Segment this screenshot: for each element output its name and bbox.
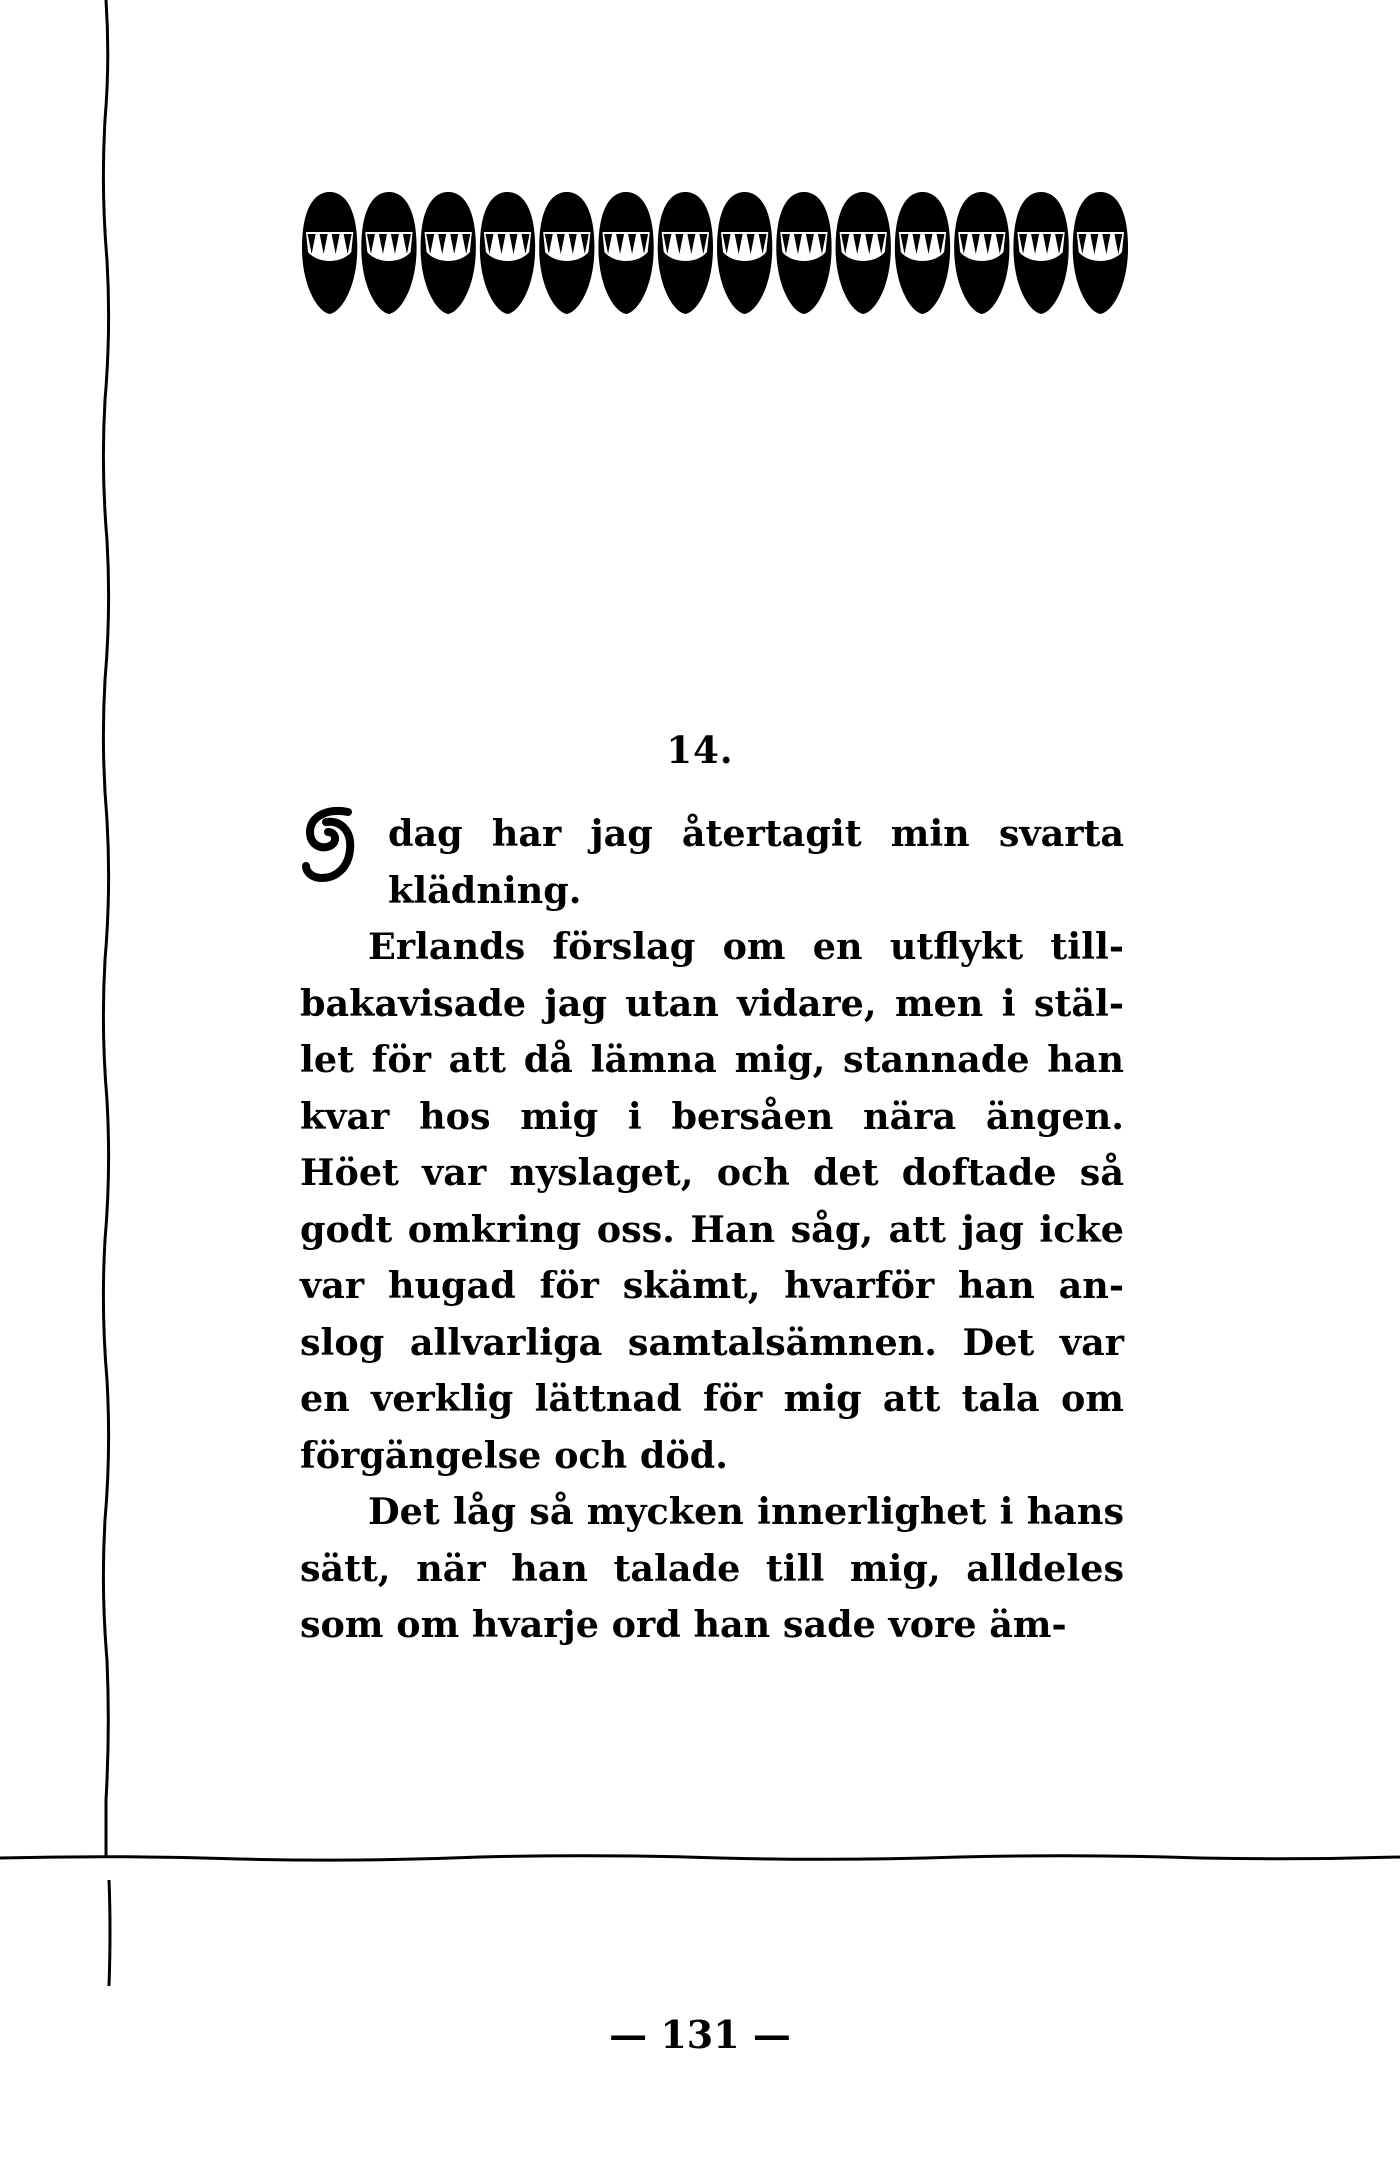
ornament-motif <box>1013 192 1068 314</box>
text-line: var hugad för skämt, hvarför han an- <box>300 1264 1124 1307</box>
ornament-motif <box>954 192 1009 314</box>
ornament-motif <box>480 192 535 314</box>
chapter-number: 14. <box>666 728 734 772</box>
text-line: en verklig lättnad för mig att tala om <box>300 1377 1124 1420</box>
text-line: förgängelse och död. <box>300 1433 728 1477</box>
ornament-motif <box>717 192 772 314</box>
text-line: klädning. <box>388 868 582 912</box>
ornament-motif <box>302 192 357 314</box>
ornament-motif <box>598 192 653 314</box>
text-line: Höet var nyslaget, och det doftade så <box>300 1151 1124 1194</box>
text-line: godt omkring oss. Han såg, att jag icke <box>300 1207 1124 1251</box>
page-number: — 131 — <box>609 2012 791 2057</box>
text-line: slog allvarliga samtalsämnen. Det var <box>300 1320 1124 1364</box>
ornament-motif <box>658 192 713 314</box>
ornament-motif <box>421 192 476 314</box>
body-text <box>300 806 1124 1654</box>
left-margin-rule-lower <box>106 1880 112 1986</box>
text-line: bakavisade jag utan vidare, men i stäl- <box>300 981 1124 1025</box>
ornament-motif <box>539 192 594 314</box>
text-line: kvar hos mig i bersåen nära ängen. <box>300 1094 1124 1138</box>
text-line: Erlands förslag om en utflykt till- <box>368 925 1124 968</box>
ornament-motif <box>836 192 891 314</box>
ornament-motif <box>895 192 950 314</box>
decorative-ornament-band <box>300 186 1130 318</box>
text-line: let för att då lämna mig, stannade han <box>300 1038 1124 1081</box>
dropcap-letter <box>296 802 372 892</box>
text-line: Det låg så mycken innerlighet i hans <box>368 1490 1124 1533</box>
bottom-rule <box>0 1850 1400 1866</box>
left-margin-rule <box>96 0 116 2157</box>
ornament-motif <box>361 192 416 314</box>
text-line: sätt, när han talade till mig, alldeles <box>300 1546 1124 1590</box>
text-line: dag har jag återtagit min svarta <box>388 812 1124 855</box>
text-line: som om hvarje ord han sade vore äm- <box>300 1603 1067 1646</box>
ornament-motif <box>776 192 831 314</box>
ornament-motif <box>1073 192 1128 314</box>
paragraphs <box>300 806 1124 1654</box>
